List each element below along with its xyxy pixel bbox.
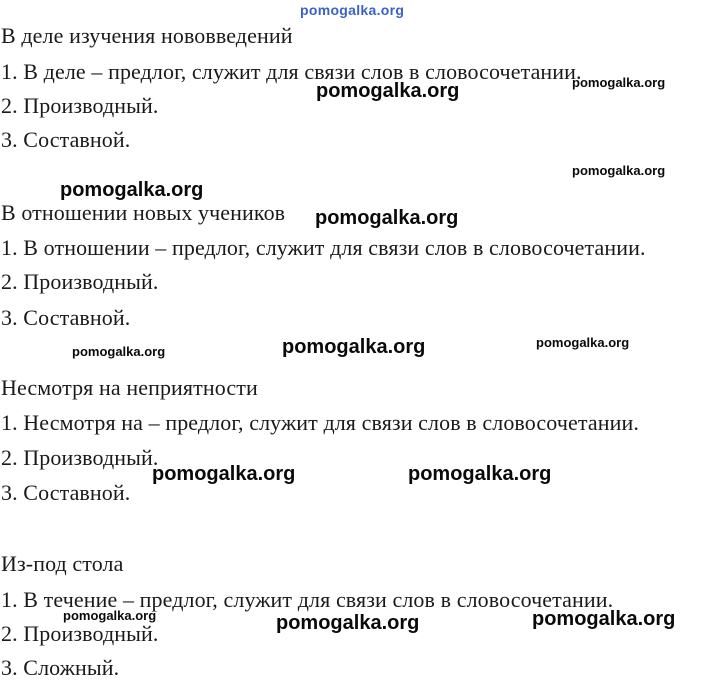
watermark: pomogalka.org [60, 179, 204, 201]
list-item: 2. Производный. [1, 93, 159, 118]
watermark: pomogalka.org [72, 344, 166, 359]
watermark: pomogalka.org [276, 612, 420, 634]
watermark: pomogalka.org [152, 463, 296, 485]
watermark: pomogalka.org [282, 336, 426, 358]
list-item: 3. Сложный. [1, 655, 120, 680]
list-item: 3. Составной. [1, 480, 131, 505]
list-item: 1. Несмотря на – предлог, служит для связи слов в словосочетании. [1, 410, 639, 435]
watermark: pomogalka.org [316, 80, 460, 102]
watermark: pomogalka.org [532, 608, 676, 630]
list-item: 1. В течение – предлог, служит для связи слов в словосочетании. [1, 587, 614, 612]
section-title: В деле изучения нововведений [1, 23, 293, 48]
watermark: pomogalka.org [63, 608, 157, 623]
watermark: pomogalka.org [572, 163, 666, 178]
section-title: Из-под стола [1, 551, 124, 576]
section-title: В отношении новых учеников [1, 200, 286, 225]
watermark: pomogalka.org [536, 335, 630, 350]
site-watermark: pomogalka.org [300, 2, 405, 18]
list-item: 1. В отношении – предлог, служит для связи слов в словосочетании. [1, 235, 646, 260]
watermark: pomogalka.org [572, 75, 666, 90]
list-item: 2. Производный. [1, 269, 159, 294]
list-item: 2. Производный. [1, 621, 159, 646]
section-title: Несмотря на неприятности [1, 375, 258, 400]
watermark: pomogalka.org [315, 207, 459, 229]
list-item: 1. В деле – предлог, служит для связи слов в словосочетании. [1, 59, 582, 84]
list-item: 3. Составной. [1, 305, 131, 330]
watermark: pomogalka.org [408, 463, 552, 485]
list-item: 2. Производный. [1, 445, 159, 470]
list-item: 3. Составной. [1, 127, 131, 152]
